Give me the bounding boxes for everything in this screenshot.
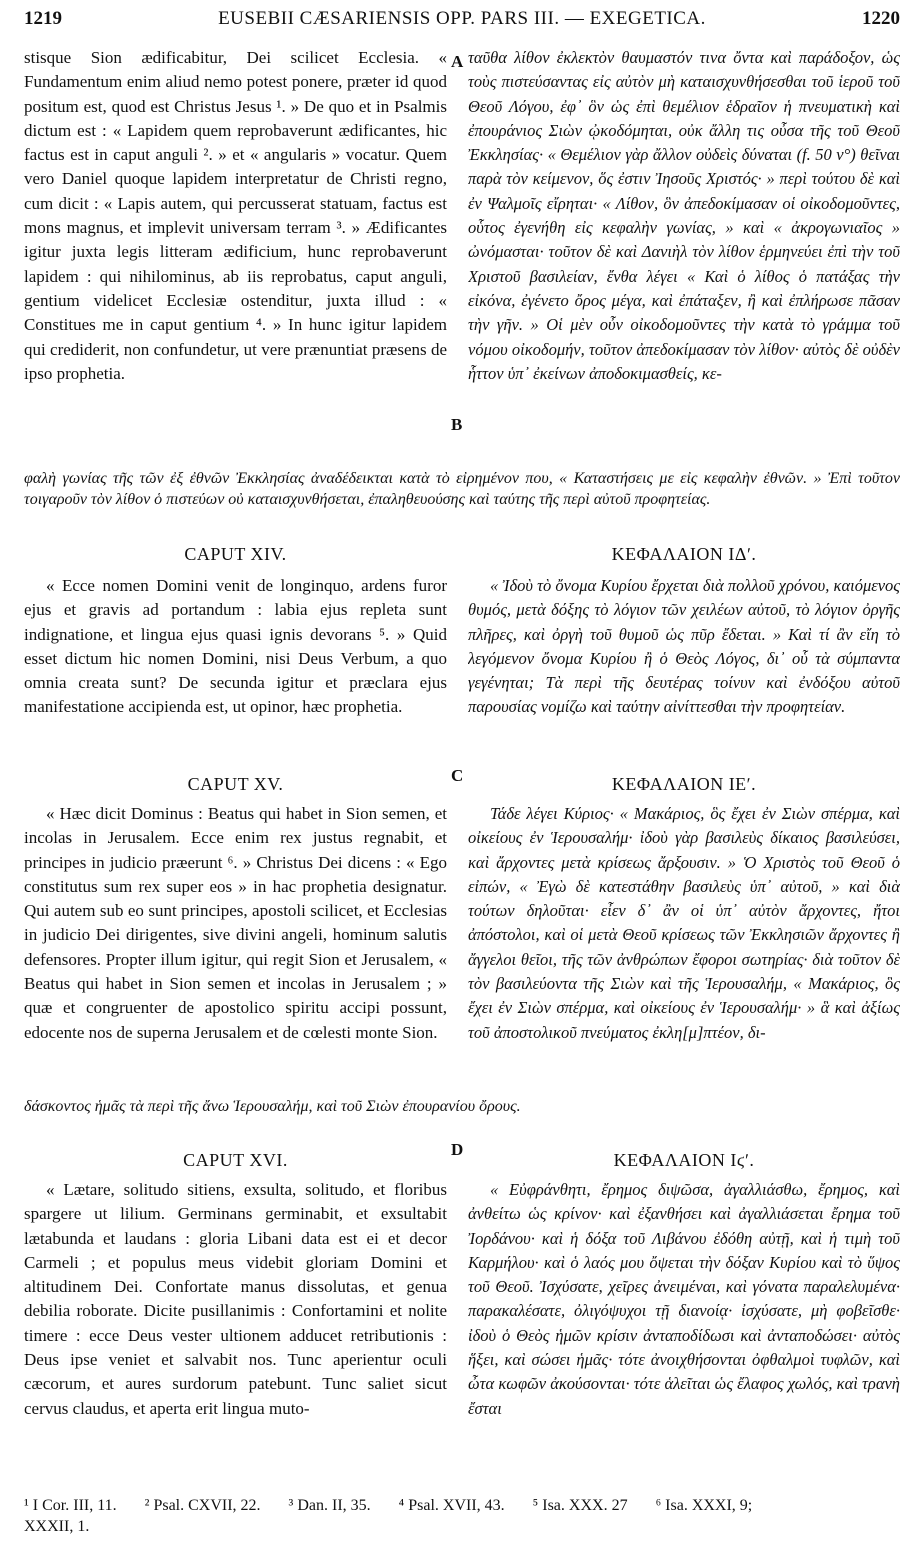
chapter-14-greek-paragraph: « Ἰδοὺ τὸ ὄνομα Κυρίου ἔρχεται διὰ πολλοῦ χρόνου, καιόμενος θυμός, μετὰ δόξης τὸ λόγιον τῶν χειλέων αὐτοῦ, τὸ λόγιον ὀργῆς πλῆρες, καὶ ὀργὴ τοῦ θυμοῦ ὡς πῦρ ἔδεται. » Καὶ τί ἂν εἴη τὸ λεγόμενον ὄνομα Κυρίου ἢ ὁ Θεὸς Λόγος, δι᾽ οὗ τὰ σύμπαντα γεγένηται; Τὰ περὶ τῆς δευτέρας τοίνυν καὶ ἐνδόξου αὐτοῦ παρουσίας νομίζω καὶ ταύτην αἰνίττεσθαι τὴν προφητείαν. xyxy=(468,576,900,717)
page-number-left: 1219 xyxy=(24,8,62,29)
margin-letter-c: C xyxy=(451,766,464,785)
footnote-4: ⁴ Psal. XVII, 43. xyxy=(398,1497,505,1514)
footnote-2: ² Psal. CXVII, 22. xyxy=(144,1497,261,1514)
intro-latin-paragraph: stisque Sion ædificabitur, Dei scilicet Ecclesia. « Fundamentum enim aliud nemo potest ponere, præter id quod positum est, quod est Christus Jesus ¹. » De quo et in Psalmis dictum est : « Lapidem quem reprobaverunt ædificantes, hic factus est in caput anguli ². » et « angularis » vocatur. Quem vero Daniel quoque lapidem interpretatur de Christi regno, cum dicit : « Lapis autem, qui percusserat statuam, factus est mons magnus, et implevit universam terram ³. » Ædificantes igitur juxta legis litteram ædificium, hunc reprobaverunt lapidem : qui nihilominus, ab iis reprobatus, caput anguli, gentium videlicet Ecclesiæ ostenditur, juxta illud : « Constitues me in caput gentium ⁴. » In hunc igitur lapidem qui crediderit, non confundetur, ut vere prænuntiat præsens de ipso prophetia. xyxy=(24,48,447,383)
chapter-14-latin-title: CAPUT XIV. xyxy=(184,544,287,564)
chapter-14-latin-text xyxy=(24,574,447,744)
chapter-15-greek-paragraph: Τάδε λέγει Κύριος· « Μακάριος, ὃς ἔχει ἐν Σιὼν σπέρμα, καὶ οἰκείους ἐν Ἱερουσαλήμ· ἰδοὺ γὰρ βασιλεὺς δίκαιος βασιλεύσει, καὶ ἄρχοντες μετὰ κρίσεως ἄρξουσιν. » Ὁ Χριστὸς τοῦ Θεοῦ ὁ εἰπών, « Ἐγὼ δὲ κατεστάθην βασιλεὺς ὑπ᾽ αὐτοῦ, » καὶ διὰ τούτων δηλοῦται· εἶεν δ᾽ ἂν οἱ ὑπ᾽ αὐτὸν ἄρχοντες, ἤτοι ἀπόστολοι, καὶ οἱ μετὰ Θεοῦ κρίσεως τῶν Ἐκκλησιῶν ἄρχοντες ἢ ἄγγελοι θεῖοι, τῆς τῶν ἀνθρώπων ἔφοροι σωτηρίας· διὰ τοῦτον δὲ τὸν βασιλεύοντα τῆς Σιὼν καὶ τῆς Ἱερουσαλήμ, « Μακάριος, ὃς ἔχει ἐν Σιὼν σπέρμα, καὶ οἰκείους ἐν Ἱερουσαλήμ· » ἃ καὶ ἀξίως τοῦ ἀποστολικοῦ πνεύματος ἐκλη[μ]πτέον, δι- xyxy=(468,804,900,1042)
intro-latin-text xyxy=(24,46,447,462)
footnote-6: ⁶ Isa. XXXI, 9; xyxy=(655,1497,753,1514)
chapter-15-latin-paragraph: « Hæc dicit Dominus : Beatus qui habet in Sion semen, et incolas in Jerusalem. Ecce enim rex justus regnabit, et principes in judicio præerunt ⁶. » Christus Dei dicens : « Ego constitutus sum rex super eos » in hac prophetia designatur. Qui autem sub eo sunt principes, apostoli scilicet, et Ecclesias in judicio Dei dirigentes, sive divini angeli, hominum salutis defensores. Propter illum igitur, qui regit Sion et Jerusalem, « Beatus qui habet in Sion semen et incolas in Jerusalem ; » quæ et congruenter de apostolico spiritu accipi possunt, edocente nos de superna Jerusalem et de cœlesti monte Sion. xyxy=(24,804,447,1042)
footnote-3: ³ Dan. II, 35. xyxy=(288,1497,371,1514)
chapter-16-latin-title: CAPUT XVI. xyxy=(183,1150,288,1170)
chapter-16-latin-paragraph: « Lætare, solitudo sitiens, exsulta, solitudo, et floribus spargere ut lilium. Germinans germinabit, et exsultabit lætabunda et laudans : gloria Libani data est ei et decor Carmeli ; et populus meus videbit gloriam Domini et altitudinem Dei. Confortate manus dissolutas, et genua debilia roborate. Dicite pusillanimis : Confortamini et nolite timere : ecce Deus vester ultionem adducet retributionis : Deus ipse veniet et salvabit nos. Tunc aperientur oculi cæcorum, et aures surdorum patebunt. Tunc saliet sicut cervus claudus, et aperta erit lingua muto- xyxy=(24,1180,447,1418)
chapter-15-latin-title: CAPUT XV. xyxy=(187,774,284,794)
chapter-15-greek-title: ΚΕΦΑΛΑΙΟΝ ΙΕʹ. xyxy=(611,774,757,794)
chapter-15-latin-text xyxy=(24,802,447,1092)
margin-letter-d: D xyxy=(451,1140,464,1159)
intro-greek-paragraph: ταῦθα λίθον ἐκλεκτὸν θαυμαστόν τινα ὄντα καὶ παράδοξον, ὡς τοὺς πιστεύσαντας εἰς αὐτὸν μὴ καταισχυνθήσεσθαι τοῦ ἱεροῦ τοῦ Θεοῦ Λόγου, ἐφ᾽ ὃν ὡς ἐπὶ θεμέλιον ἑδραῖον ἡ πνευματικὴ καὶ ἐπουράνιος Σιὼν ᾠκοδόμηται, οὐκ ἄλλη τις οὖσα τῆς τοῦ Θεοῦ Ἐκκλησίας· « Θεμέλιον γὰρ ἄλλον οὐδεὶς δύναται (f. 50 v°) θεῖναι παρὰ τὸν κείμενον, ὅς ἐστιν Ἰησοῦς Χριστός· » περὶ τούτου δὲ καὶ ἐν Ψαλμοῖς εἴρηται· « Λίθον, ὃν ἀπεδοκίμασαν οἱ οἰκοδομοῦντες, οὗτος ἐγενήθη εἰς κεφαλὴν γωνίας, » καὶ « ἀκρογωνιαῖος » ὠνόμασται· τοῦτον δὲ καὶ Δανιὴλ τὸν λίθον ἑρμηνεύει ἐπὶ τὴν τοῦ Χριστοῦ βασιλείαν, ἔνθα λέγει « Καὶ ὁ λίθος ὁ πατάξας τὴν εἰκόνα, ἐγένετο ὄρος μέγα, καὶ ἐπάταξεν, ἢ καὶ ἐπλήρωσε πᾶσαν τὴν γῆν. » Οἱ μὲν οὖν οἰκοδομοῦντες τὴν κατὰ τὸ γράμμα τοῦ νόμου οἰκοδομήν, τοῦτον ἀπεδοκίμασαν τὸν λίθον· αὐτὸς δὲ οὐδὲν ἧττον ὑπ᾽ ἐκείνων ἀποδοκιμασθείς, κε- xyxy=(468,48,900,383)
chapter-16-greek-text xyxy=(468,1178,900,1476)
chapter-16-greek-title: ΚΕΦΑΛΑΙΟΝ Ιϛʹ. xyxy=(613,1150,755,1170)
intro-greek-cont-paragraph: φαλὴ γωνίας τῆς τῶν ἐξ ἐθνῶν Ἐκκλησίας ἀναδέδεικται κατὰ τὸ εἰρημένον που, « Καταστήσεις με εἰς κεφαλὴν ἐθνῶν. » Ἐπὶ τοῦτον τοιγαροῦν τὸν λίθον ὁ πιστεύων οὐ καταισχυνθήσεται, ἐπαληθευούσης καὶ ταύτης τῆς περὶ αὐτοῦ προφητείας. xyxy=(24,470,900,508)
chapter-15-greek-continuation xyxy=(24,1096,900,1120)
footnote-continuation: XXXII, 1. xyxy=(24,1518,90,1535)
footnote-5: ⁵ Isa. XXX. 27 xyxy=(532,1497,628,1514)
chapter-16-greek-paragraph: « Εὐφράνθητι, ἔρημος διψῶσα, ἀγαλλιάσθω, ἔρημος, καὶ ἀνθείτω ὡς κρίνον· καὶ ἐξανθήσει καὶ ἀγαλλιάσεται ἔρημα τοῦ Ἰορδάνου· καὶ ἡ δόξα τοῦ Λιβάνου ἐδόθη αὐτῇ, καὶ ἡ τιμὴ τοῦ Καρμήλου· καὶ ὁ λαός μου ὄψεται τὴν δόξαν Κυρίου καὶ τὸ ὕψος τοῦ Θεοῦ. Ἰσχύσατε, χεῖρες ἀνειμέναι, καὶ γόνατα παραλελυμένα· παρακαλέσατε, ὀλιγόψυχοι τῇ διανοίᾳ· ἰσχύσατε, μὴ φοβεῖσθε· ἰδοὺ ὁ Θεὸς ἡμῶν κρίσιν ἀνταποδίδωσι καὶ ἀνταποδώσει· αὐτὸς ἥξει, καὶ σώσει ἡμᾶς· τότε ἀνοιχθήσονται ὀφθαλμοὶ τυφλῶν, καὶ ὦτα κωφῶν ἀκούσονται· τότε ἁλεῖται ὡς ἔλαφος χωλός, καὶ τρανὴ ἔσται xyxy=(468,1180,900,1418)
intro-greek-continuation xyxy=(24,468,900,534)
chapter-14-greek-title: ΚΕΦΑΛΑΙΟΝ ΙΔʹ. xyxy=(611,544,757,564)
intro-greek-text xyxy=(468,46,900,462)
chapter-16-latin-text xyxy=(24,1178,447,1476)
chapter-14-greek-text xyxy=(468,574,900,770)
running-title: EUSEBII CÆSARIENSIS OPP. PARS III. — EXEGETICA. xyxy=(218,8,706,29)
running-header xyxy=(24,8,900,34)
margin-letter-b: B xyxy=(451,415,463,434)
footnote-1: ¹ I Cor. III, 11. xyxy=(24,1497,117,1514)
footnotes xyxy=(24,1495,900,1537)
margin-letter-a: A xyxy=(451,52,464,71)
chapter-14-latin-paragraph: « Ecce nomen Domini venit de longinquo, ardens furor ejus et gravis ad portandum : labia ejus repleta sunt indignatione, et lingua ejus quasi ignis devorans ⁵. » Quid esset dictum hic nomen Domini, nisi Deus Verbum, a quo omnia creata sunt? De secunda igitur et præclara ejus manifestatione accipienda est, ut opinor, hæc prophetia. xyxy=(24,576,447,717)
footnote-row xyxy=(24,1495,900,1516)
page-number-right: 1220 xyxy=(862,8,900,29)
chapter-15-greek-text xyxy=(468,802,900,1092)
chapter-15-greek-cont-paragraph: δάσκοντος ἡμᾶς τὰ περὶ τῆς ἄνω Ἱερουσαλήμ, καὶ τοῦ Σιὼν ἐπουρανίου ὄρους. xyxy=(24,1098,521,1115)
